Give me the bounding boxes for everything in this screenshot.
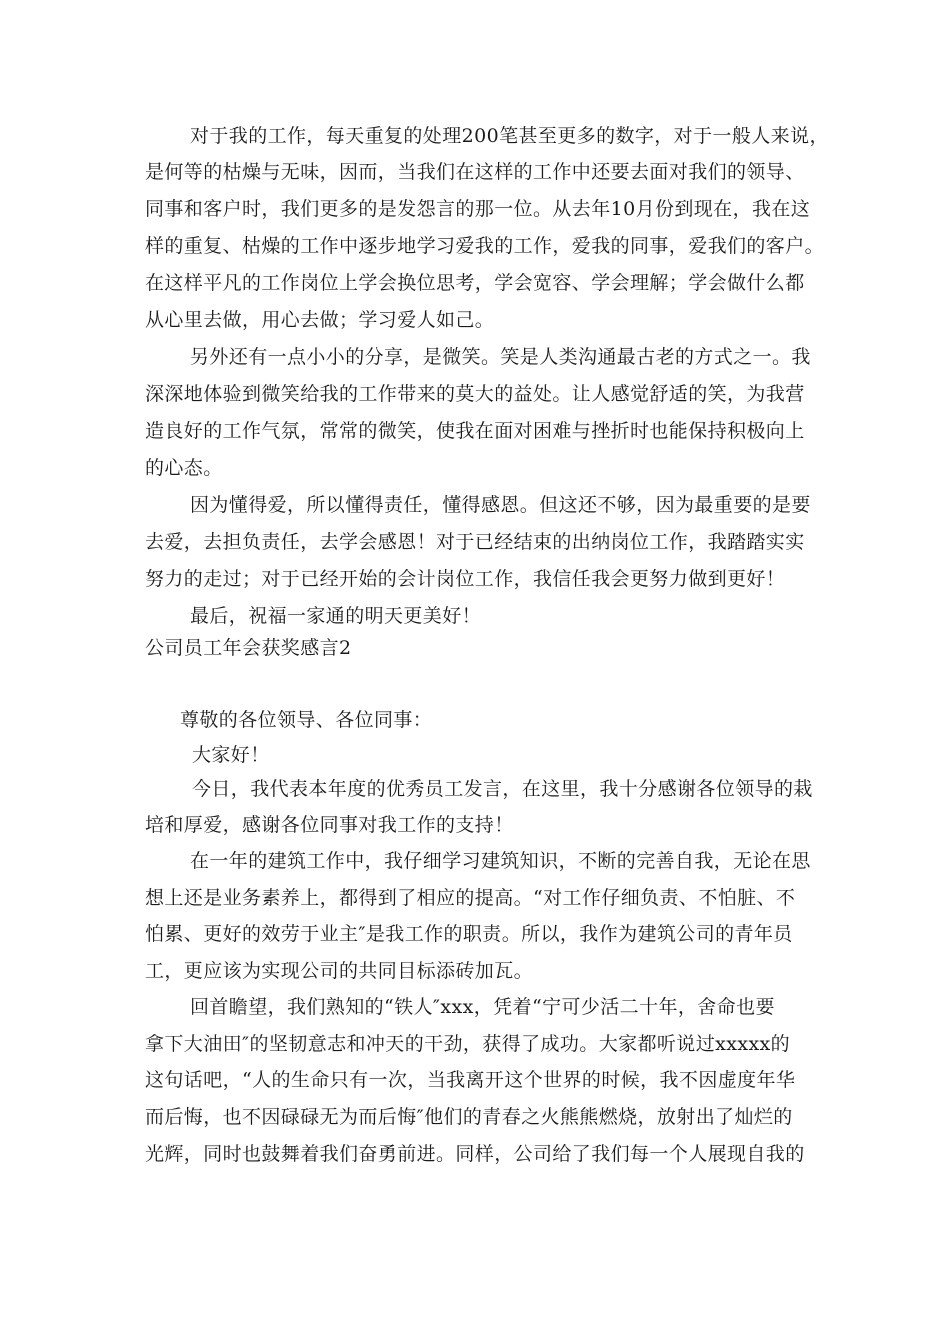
salutation: 尊敬的各位领导、各位同事： — [180, 709, 433, 731]
paragraph-line: 去爱，去担负责任，去学会感恩！对于已经结束的出纳岗位工作，我踏踏实实 — [145, 531, 805, 553]
paragraph-line: 努力的走过；对于已经开始的会计岗位工作，我信任我会更努力做到更好！ — [145, 568, 786, 590]
paragraph-line: 怕累、更好的效劳于业主″是我工作的职责。所以，我作为建筑公司的青年员 — [145, 923, 793, 945]
paragraph-line: 从心里去做，用心去做；学习爱人如己。 — [145, 309, 495, 331]
paragraph-line: 在一年的建筑工作中，我仔细学习建筑知识，不断的完善自我，无论在思 — [190, 850, 811, 872]
paragraph-line: 在这样平凡的工作岗位上学会换位思考，学会宽容、学会理解；学会做什么都 — [145, 272, 805, 294]
paragraph-line: 样的重复、枯燥的工作中逐步地学习爱我的工作，爱我的同事，爱我们的客户。 — [145, 235, 825, 257]
paragraph-line: 最后，祝福一家通的明天更美好！ — [190, 605, 482, 627]
paragraph-line: 回首瞻望，我们熟知的“铁人″xxx，凭着“宁可少活二十年，舍命也要 — [190, 996, 775, 1018]
paragraph-line: 是何等的枯燥与无味，因而，当我们在这样的工作中还要去面对我们的领导、 — [145, 161, 805, 183]
paragraph-line: 的心态。 — [145, 457, 223, 479]
paragraph-line: 深深地体验到微笑给我的工作带来的莫大的益处。让人感觉舒适的笑，为我营 — [145, 383, 805, 405]
paragraph-line: 这句话吧，“人的生命只有一次，当我离开这个世界的时候，我不因虚度年华 — [145, 1069, 796, 1091]
paragraph-line: 光辉，同时也鼓舞着我们奋勇前进。同样，公司给了我们每一个人展现自我的 — [145, 1143, 805, 1165]
paragraph-line: 工，更应该为实现公司的共同目标添砖加瓦。 — [145, 960, 534, 982]
paragraph-line: 而后悔，也不因碌碌无为而后悔″他们的青春之火熊熊燃烧，放射出了灿烂的 — [145, 1106, 793, 1128]
paragraph-line: 另外还有一点小小的分享，是微笑。笑是人类沟通最古老的方式之一。我 — [190, 346, 811, 368]
paragraph-line: 因为懂得爱，所以懂得责任，懂得感恩。但这还不够，因为最重要的是要 — [190, 494, 811, 516]
greeting: 大家好！ — [192, 744, 270, 766]
paragraph-line: 今日，我代表本年度的优秀员工发言，在这里，我十分感谢各位领导的栽 — [192, 778, 813, 800]
paragraph-line: 拿下大油田″的坚韧意志和冲天的干劲，获得了成功。大家都听说过xxxxx的 — [145, 1033, 791, 1055]
section-title: 公司员工年会获奖感言2 — [145, 637, 352, 659]
paragraph-line: 造良好的工作气氛，常常的微笑，使我在面对困难与挫折时也能保持积极向上 — [145, 420, 805, 442]
paragraph-line: 对于我的工作，每天重复的处理200笔甚至更多的数字，对于一般人来说， — [190, 125, 829, 147]
paragraph-line: 同事和客户时，我们更多的是发怨言的那一位。从去年10月份到现在，我在这 — [145, 198, 811, 220]
paragraph-line: 培和厚爱，感谢各位同事对我工作的支持！ — [145, 814, 514, 836]
paragraph-line: 想上还是业务素养上，都得到了相应的提高。“对工作仔细负责、不怕脏、不 — [145, 887, 796, 909]
